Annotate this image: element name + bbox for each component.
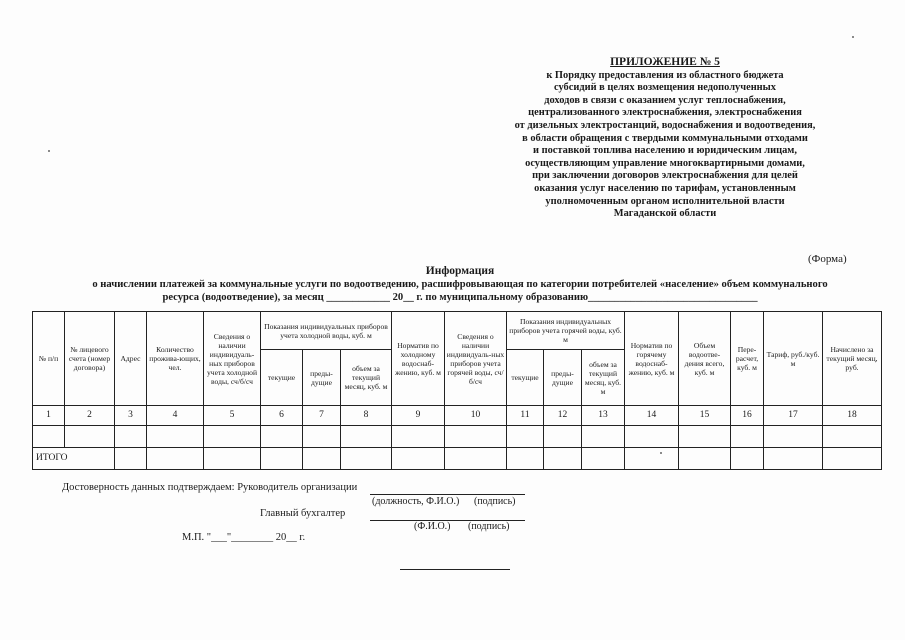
header-recalculation: Пере-расчет, куб. м [731,312,764,406]
document-heading [40,265,880,304]
column-number: 17 [764,406,823,426]
header-hot-current: текущие [507,350,544,406]
header-cold-meter-info: Сведения о наличии индивидуаль-ных приборов учета холодной воды, сч/б/сч [204,312,261,406]
signature-hint-2: (подпись) [468,521,510,532]
column-number-row [33,406,882,426]
header-cold-current: текущие [261,350,303,406]
column-number: 1 [33,406,65,426]
column-number: 15 [679,406,731,426]
column-number: 9 [392,406,445,426]
appendix-line: Магаданской области [613,208,717,220]
column-number: 8 [341,406,392,426]
appendix-block [470,56,860,221]
chief-accountant-label: Главный бухгалтер [260,508,346,519]
scan-speck [48,150,50,152]
appendix-line: оказания услуг населению по тарифам, установленным [534,182,796,194]
header-cold-previous: преды-дущие [303,350,341,406]
header-row-number: № п/п [33,312,65,406]
header-hot-readings-group: Показания индивидуальных приборов учета горячей воды, куб. м [507,312,625,350]
column-number: 6 [261,406,303,426]
header-cold-volume: объем за текущий месяц, куб. м [341,350,392,406]
form-label: (Форма) [808,253,847,265]
accruals-table [32,311,882,470]
column-number: 16 [731,406,764,426]
column-number: 11 [507,406,544,426]
column-number: 13 [582,406,625,426]
column-number: 14 [625,406,679,426]
head-signature-line [370,494,525,495]
column-number: 10 [445,406,507,426]
column-number: 12 [544,406,582,426]
heading-line-2: ресурса (водоотведение), за месяц ____________ 20__ г. по муниципальному образованию________________________________ [162,292,758,303]
appendix-line: от дизельных электростанций, водоснабжения и водоотведения, [514,119,816,131]
header-residents: Количество прожива-ющих, чел. [147,312,204,406]
column-number: 7 [303,406,341,426]
appendix-line: доходов в связи с оказанием услуг теплоснабжения, [544,94,786,106]
scan-speck [660,452,662,454]
appendix-line: при заключении договоров электроснабжения для целей [532,170,798,182]
column-number: 2 [65,406,115,426]
total-row [33,448,882,470]
appendix-line: субсидий в целях возмещения недополученных [554,82,776,94]
header-hot-volume: объем за текущий месяц, куб. м [582,350,625,406]
heading-line-1: о начислении платежей за коммунальные услуги по водоотведению, расшифровывающая по категории потребителей «население» объем коммунального [92,279,828,290]
name-hint: (Ф.И.О.) [414,521,451,532]
header-drainage-volume: Объем водоотве-дения всего, куб. м [679,312,731,406]
appendix-line: в области обращения с твердыми коммунальными отходами [522,132,808,144]
signature-hint: (подпись) [474,496,516,507]
total-label: ИТОГО [33,448,115,470]
header-accrued: Начислено за текущий месяц, руб. [823,312,882,406]
appendix-line: централизованного электроснабжения, электроснабжения [528,107,802,119]
column-number: 3 [115,406,147,426]
header-cold-readings-group: Показания индивидуальных приборов учета холодной воды, куб. м [261,312,392,350]
heading-title: Информация [425,265,495,277]
scan-speck [852,36,854,38]
column-number: 18 [823,406,882,426]
header-hot-norm: Норматив по горячему водоснаб-жению, куб. м [625,312,679,406]
certify-text: Достоверность данных подтверждаем: Руководитель организации [62,482,358,493]
header-cold-norm: Норматив по холодному водоснаб-жению, куб. м [392,312,445,406]
table-row [33,426,882,448]
appendix-line: уполномоченным органом исполнительной власти [545,195,785,207]
appendix-line: к Порядку предоставления из областного бюджета [546,69,784,81]
header-hot-meter-info: Сведения о наличии индивидуаль-ных приборов учета горячей воды, сч/б/сч [445,312,507,406]
header-address: Адрес [115,312,147,406]
bottom-rule [400,569,510,570]
appendix-line: и поставкой топлива населению и юридическим лицам, [533,145,797,157]
column-number: 5 [204,406,261,426]
header-tariff: Тариф, руб./куб. м [764,312,823,406]
header-account-number: № лицевого счета (номер договора) [65,312,115,406]
appendix-line: осуществляющим управление многоквартирными домами, [525,157,805,169]
appendix-title: ПРИЛОЖЕНИЕ № 5 [610,56,720,68]
stamp-date: М.П. "___"________ 20__ г. [182,532,306,543]
column-number: 4 [147,406,204,426]
header-hot-previous: преды-дущие [544,350,582,406]
position-hint: (должность, Ф.И.О.) [372,496,460,507]
